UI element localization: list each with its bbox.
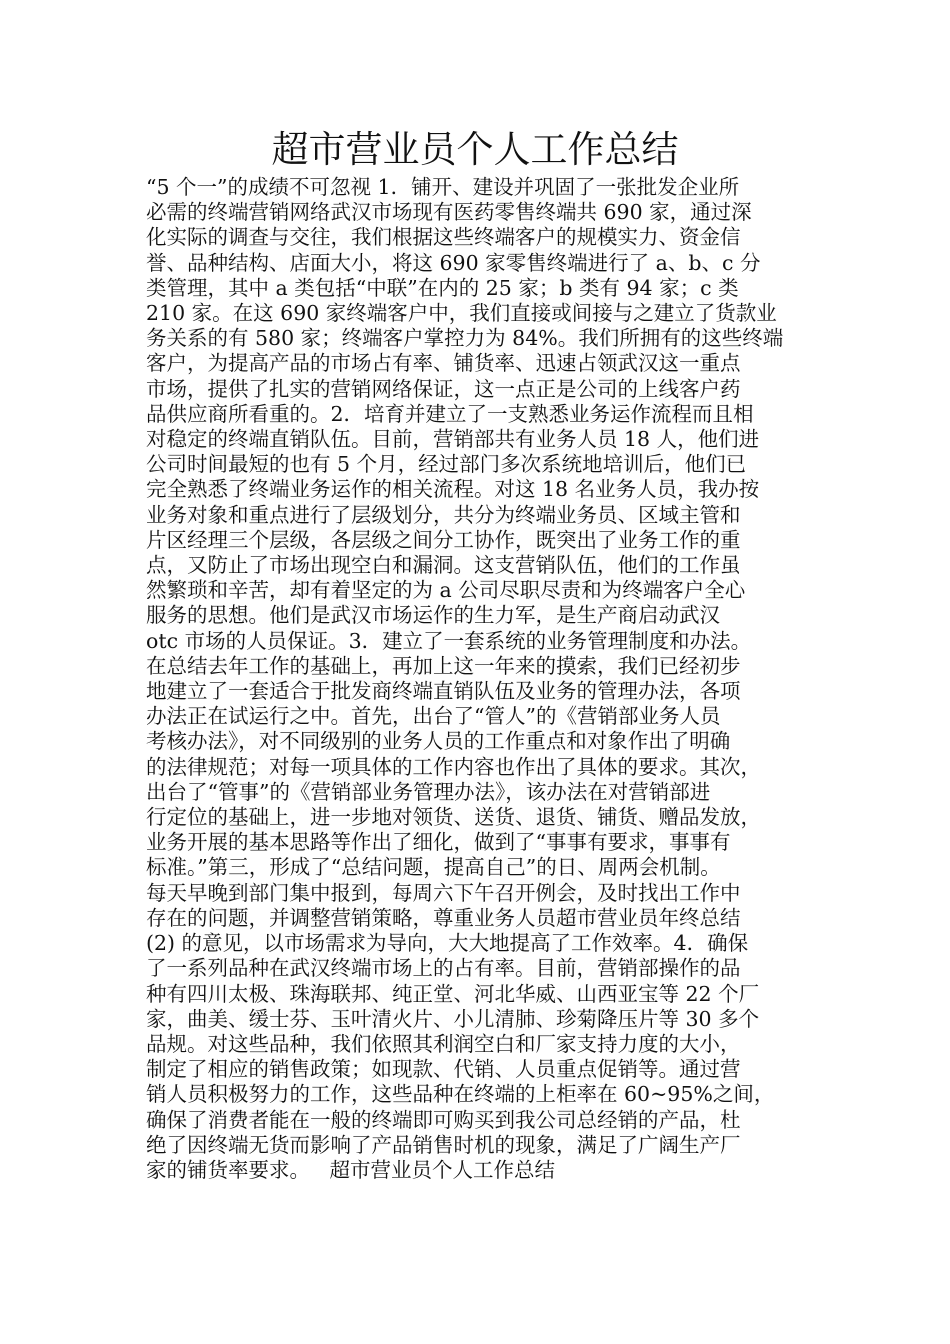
body-text-line: 在总结去年工作的基础上，再加上这一年来的摸索，我们已经初步 — [146, 653, 741, 678]
body-text-line: (2) 的意见，以市场需求为导向，大大地提高了工作效率。4．确保 — [146, 931, 749, 956]
body-text-line: 服务的思想。他们是武汉市场运作的生力军，是生产商启动武汉 — [146, 603, 720, 628]
body-text-line: 出台了“管事”的《营销部业务管理办法》，该办法在对营销部进 — [146, 779, 711, 804]
document-title: 超市营业员个人工作总结 — [271, 128, 679, 171]
body-text-line: 市场，提供了扎实的营销网络保证，这一点正是公司的上线客户药 — [146, 376, 741, 401]
body-text-line: 行定位的基础上，进一步地对领货、送货、退货、铺货、赠品发放， — [146, 805, 761, 830]
body-text-line: 品供应商所看重的。2．培育并建立了一支熟悉业务运作流程而且相 — [146, 401, 754, 426]
body-text-line: 考核办法》，对不同级别的业务人员的工作重点和对象作出了明确 — [146, 729, 731, 754]
body-text-line: 210 家。在这 690 家终端客户中，我们直接或间接与之建立了货款业 — [146, 301, 777, 326]
body-text-line: 种有四川太极、珠海联邦、纯正堂、河北华威、山西亚宝等 22 个厂 — [146, 981, 760, 1006]
body-text-line: 每天早晚到部门集中报到，每周六下午召开例会，及时找出工作中 — [146, 880, 741, 905]
body-text-line: 誉、品种结构、店面大小，将这 690 家零售终端进行了 a、b、c 分 — [146, 250, 761, 275]
body-text-line: 标准。”第三，形成了“总结问题，提高自己”的日、周两会机制。 — [146, 855, 721, 880]
body-text-line: 品规。对这些品种，我们依照其利润空白和厂家支持力度的大小， — [146, 1031, 741, 1056]
body-text-line: 制定了相应的销售政策；如现款、代销、人员重点促销等。通过营 — [146, 1057, 741, 1082]
body-text-line: 家，曲美、缓士芬、玉叶清火片、小儿清肺、珍菊降压片等 30 多个 — [146, 1006, 760, 1031]
body-text-line: 绝了因终端无货而影响了产品销售时机的现象，满足了广阔生产厂 — [146, 1132, 741, 1157]
body-text-line: 对稳定的终端直销队伍。目前，营销部共有业务人员 18 人，他们进 — [146, 427, 760, 452]
body-text-line: 业务对象和重点进行了层级划分，共分为终端业务员、区域主管和 — [146, 502, 741, 527]
body-text-line: otc 市场的人员保证。3．建立了一套系统的业务管理制度和办法。 — [146, 628, 752, 653]
body-text-line: 业务开展的基本思路等作出了细化，做到了“事事有要求，事事有 — [146, 830, 731, 855]
body-text-line: 确保了消费者能在一般的终端即可购买到我公司总经销的产品，杜 — [146, 1107, 741, 1132]
body-text-line: 必需的终端营销网络武汉市场现有医药零售终端共 690 家，通过深 — [146, 200, 752, 225]
body-text-line: 家的铺货率要求。 超市营业员个人工作总结 — [146, 1157, 556, 1182]
body-text-line: 然繁琐和辛苦，却有着坚定的为 a 公司尽职尽责和为终端客户全心 — [146, 578, 746, 603]
body-text-line: 点，又防止了市场出现空白和漏洞。这支营销队伍，他们的工作虽 — [146, 553, 741, 578]
body-text-line: 务关系的有 580 家；终端客户掌控力为 84%。我们所拥有的这些终端 — [146, 326, 784, 351]
body-text-line: 了一系列品种在武汉终端市场上的占有率。目前，营销部操作的品 — [146, 956, 741, 981]
body-text-line: 地建立了一套适合于批发商终端直销队伍及业务的管理办法，各项 — [146, 679, 741, 704]
body-text-line: 类管理，其中 a 类包括“中联”在内的 25 家；b 类有 94 家；c 类 — [146, 275, 739, 300]
body-text-line: 化实际的调查与交往，我们根据这些终端客户的规模实力、资金信 — [146, 225, 741, 250]
document-body — [146, 175, 826, 1183]
body-text-line: 存在的问题，并调整营销策略，尊重业务人员超市营业员年终总结 — [146, 905, 741, 930]
body-text-line: 客户，为提高产品的市场占有率、铺货率、迅速占领武汉这一重点 — [146, 351, 741, 376]
body-text-line: 销人员积极努力的工作，这些品种在终端的上柜率在 60~95%之间， — [146, 1082, 775, 1107]
body-text-line: 的法律规范；对每一项具体的工作内容也作出了具体的要求。其次， — [146, 754, 761, 779]
body-text-line: 完全熟悉了终端业务运作的相关流程。对这 18 名业务人员，我办按 — [146, 477, 760, 502]
body-text-line: “5 个一”的成绩不可忽视 1．铺开、建设并巩固了一张批发企业所 — [146, 175, 740, 199]
body-text-line: 片区经理三个层级，各层级之间分工协作，既突出了业务工作的重 — [146, 527, 741, 552]
body-text-line: 办法正在试运行之中。首先，出台了“管人”的《营销部业务人员 — [146, 704, 721, 729]
body-text-line: 公司时间最短的也有 5 个月，经过部门多次系统地培训后，他们已 — [146, 452, 747, 477]
